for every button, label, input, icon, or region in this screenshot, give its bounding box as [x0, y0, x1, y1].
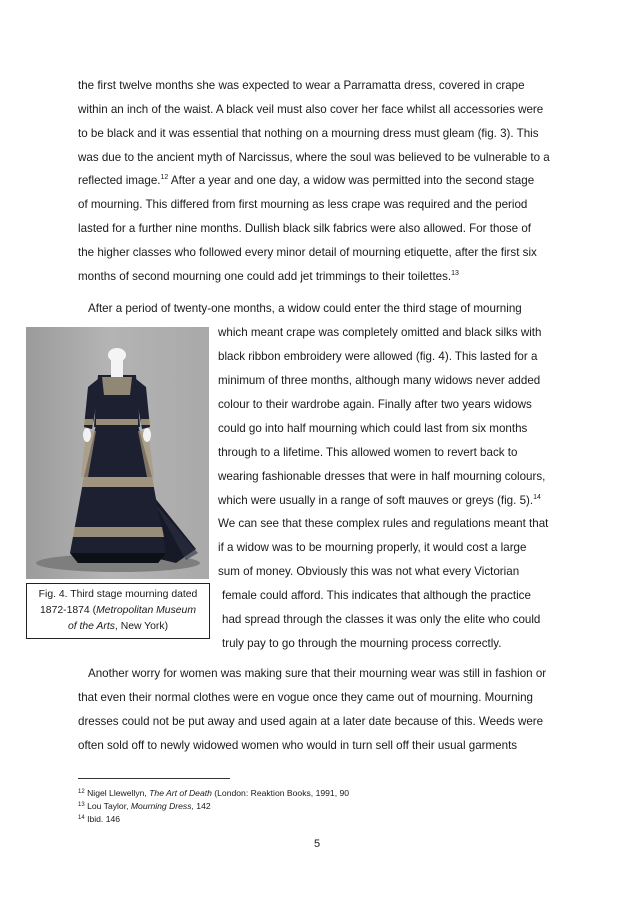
body-text-line: We can see that these complex rules and regulations meant that: [218, 517, 549, 530]
body-text: reflected image.: [78, 174, 161, 187]
body-text-line: was due to the ancient myth of Narcissus, where the soul was believed to be vulnerable to a: [78, 151, 550, 164]
body-text-line: within an inch of the waist. A black veil must also cover her face whilst all accessories were: [78, 103, 544, 116]
body-text-line: sum of money. Obviously this was not what every Victorian: [218, 565, 520, 578]
page-number: 5: [314, 838, 321, 850]
body-text-line: After a period of twenty-one months, a widow could enter the third stage of mourning: [88, 302, 522, 315]
body-text-line: the higher classes who followed every minor detail of mourning etiquette, after the first six: [78, 246, 537, 259]
body-text-line: had spread through the classes it was only the elite who could: [222, 613, 541, 626]
body-text-line: [218, 494, 541, 508]
caption-line: of the Arts, New York): [67, 621, 169, 632]
body-text: months of second mourning one could add jet trimmings to their toilettes.: [78, 270, 452, 283]
footnote-ref: 14: [533, 494, 541, 501]
body-text-line: dresses could not be put away and used again at a later date because of this. Weeds were: [78, 715, 544, 728]
body-text-line: of mourning. This differed from first mourning as less crape was required and the period: [78, 198, 528, 211]
footnote: $^{12}$ Nigel Llewellyn, The Art of Death (London: Reaktion Books, 1991, 90: [78, 788, 350, 798]
footnote-ref: 12: [160, 174, 169, 181]
body-text-line: through to a lifetime. This allowed women to revert back to: [218, 446, 518, 459]
body-text-line: often sold off to newly widowed women who would in turn sell off their usual garments: [78, 739, 518, 752]
caption-line: 1872-1874 (Metropolitan Museum: [40, 605, 196, 616]
body-text-line: to be black and it was essential that nothing on a mourning dress must gleam (fig. 3). This: [78, 127, 539, 140]
body-text-line: that even their normal clothes were en vogue once they came out of mourning. Mourning: [78, 691, 533, 704]
footnote-separator: [78, 778, 230, 779]
footnote: $^{13}$ Lou Taylor, Mourning Dress, 142: [78, 801, 211, 811]
figure-caption: [26, 583, 210, 639]
body-text-line: [78, 270, 459, 284]
body-text-line: the first twelve months she was expected to wear a Parramatta dress, covered in crape: [78, 79, 525, 92]
body-text-line: minimum of three months, although many widows never added: [218, 374, 541, 387]
body-text: which were usually in a range of soft mauves or greys (fig. 5).: [218, 494, 534, 507]
body-text-line: wearing fashionable dresses that were in half mourning colours,: [218, 470, 546, 483]
body-text-line: female could afford. This indicates that although the practice: [222, 589, 531, 602]
body-text-line: if a widow was to be mourning properly, it would cost a large: [218, 541, 527, 554]
dress-illustration: [26, 327, 209, 579]
body-text-line: which meant crape was completely omitted and black silks with: [218, 326, 542, 339]
body-text-line: could go into half mourning which could last from six months: [218, 422, 528, 435]
mourning-dress-photo: [26, 327, 209, 579]
body-text-line: [78, 174, 534, 188]
caption-line: Fig. 4. Third stage mourning dated: [38, 589, 198, 600]
body-text-line: truly pay to go through the mourning process correctly.: [222, 637, 502, 650]
body-text-line: colour to their wardrobe again. Finally after two years widows: [218, 398, 532, 411]
body-text-line: black ribbon embroidery were allowed (fig. 4). This lasted for a: [218, 350, 538, 363]
footnote-ref: 13: [451, 270, 459, 277]
footnote: $^{14}$ Ibid. 146: [78, 814, 121, 824]
body-text-line: Another worry for women was making sure that their mourning wear was still in fashion or: [88, 667, 547, 680]
body-text: After a year and one day, a widow was permitted into the second stage: [168, 174, 535, 187]
body-text-line: lasted for a further nine months. Dullish black silk fabrics were also allowed. For those of: [78, 222, 532, 235]
